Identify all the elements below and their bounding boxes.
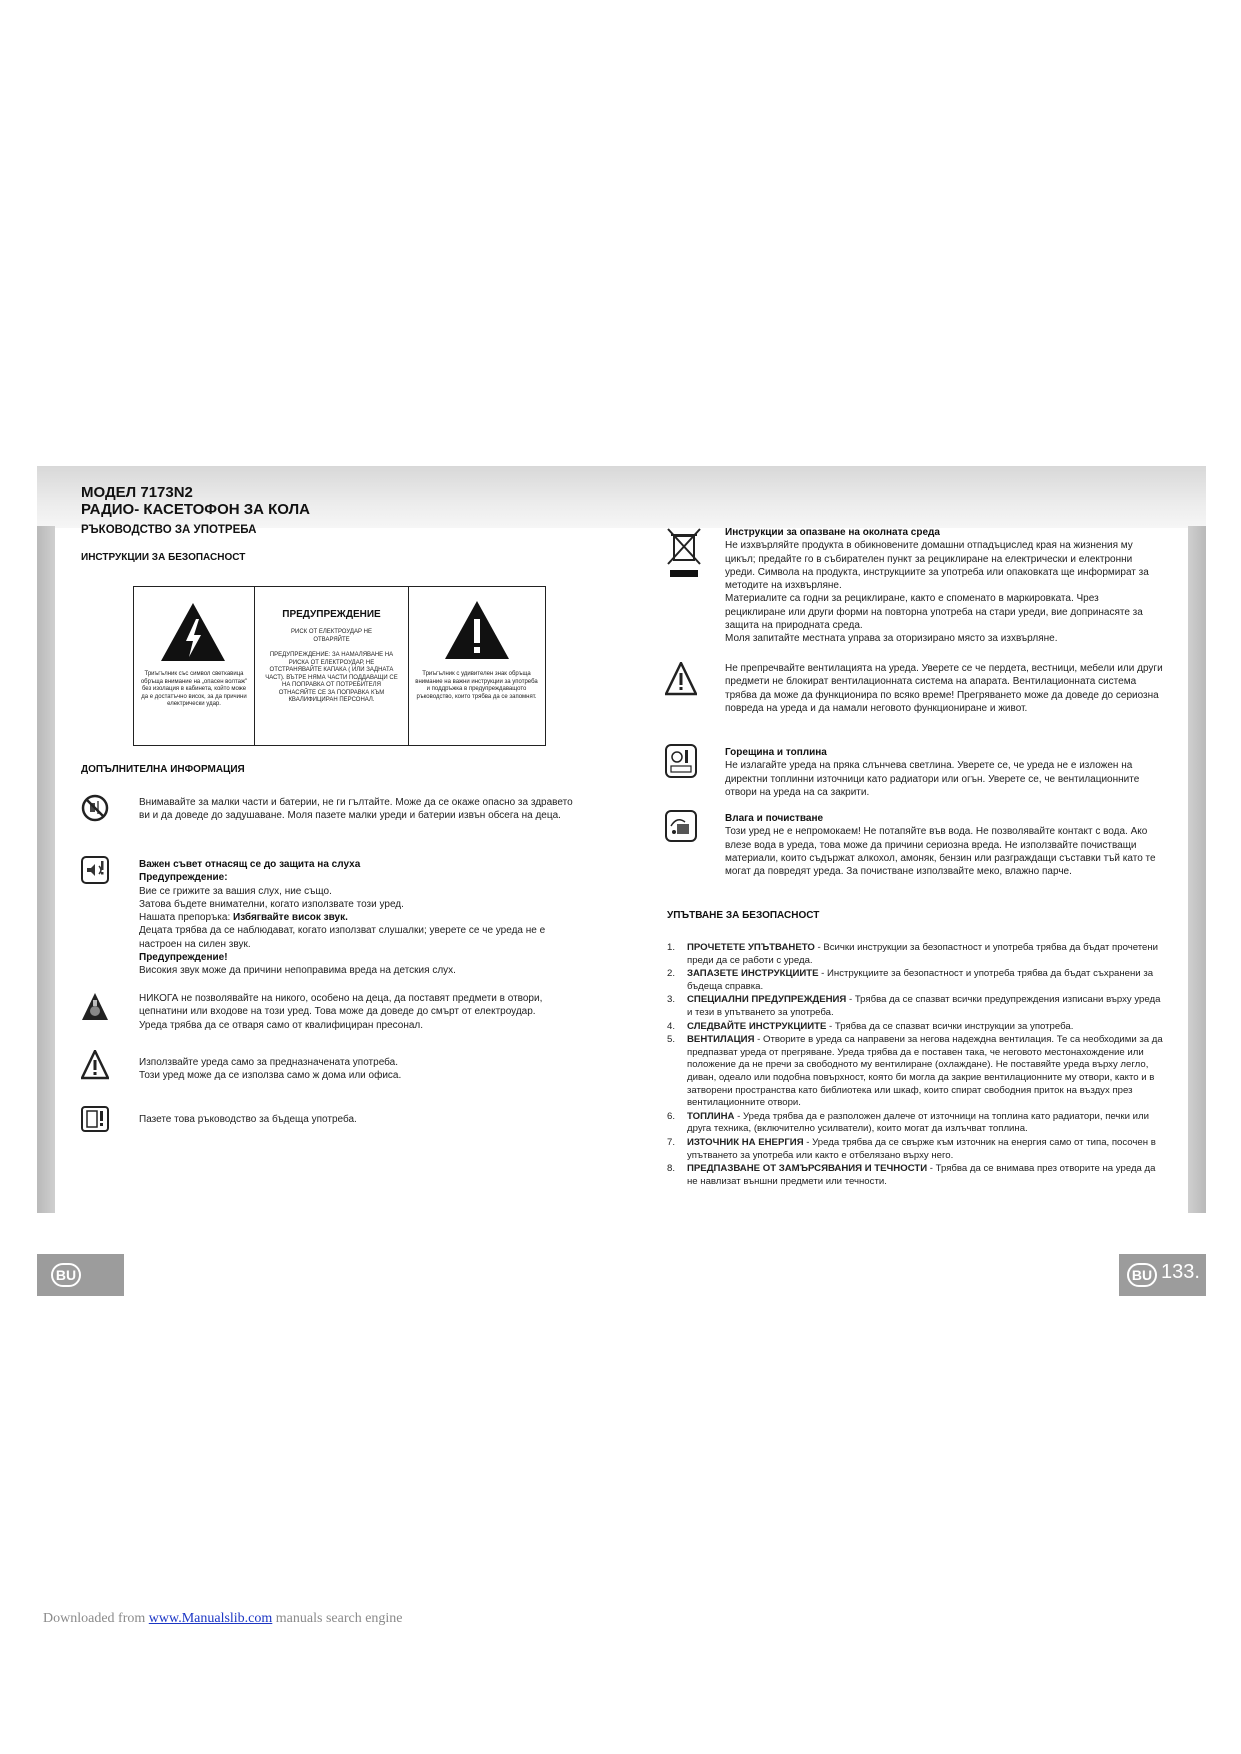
moisture-title: Влага и почистване bbox=[725, 813, 824, 824]
item-text: - Уреда трябва да е разположен далече от източници на топлина като радиатори, печки или друга техника, (включително усилватели), които могат да излъчват топлина. bbox=[687, 1110, 1149, 1135]
recommendation-label: Нашата препоръка: bbox=[139, 912, 231, 924]
electric-warning-box bbox=[133, 586, 546, 746]
right-sidebar-strip bbox=[1188, 526, 1206, 1213]
small-parts-warning: Внимавайте за малки части и батерии, не ги гълтайте. Може да се окаже опасно за здравето ви и да доведе до задушаване. Моля пазете малки уреди и батерии извън обсега на деца. bbox=[139, 797, 573, 822]
item-text: - Отворите в уреда са направени за негова надеждна вентилация. Те са необходими за да предпазват уреда от прегряване. Уреда трябва да е поставен така, че неговото местонахождение или положение да не пречи за свободното му вентилиране (охлаждане). Не поставяйте уреда върху легло, диван, одеало или подобна повърхност, която би могла да закрие вентилационните му отвори, както и в затворени пространства като библиотека или шкаф, които спират свободния приток на въздух през вентилационните отвори. bbox=[687, 1034, 1163, 1109]
item-term: ВЕНТИЛАЦИЯ bbox=[687, 1034, 755, 1046]
intended-use-line-2: Този уред може да се използва само ж дома или офиса. bbox=[139, 1070, 402, 1082]
model-title: МОДЕЛ 7173N2 bbox=[81, 484, 193, 501]
safety-guide-heading: УПЪТВАНЕ ЗА БЕЗОПАСНОСТ bbox=[667, 910, 820, 921]
item-term: ПРЕДПАЗВАНЕ ОТ ЗАМЪРСЯВАНИЯ И ТЕЧНОСТИ bbox=[687, 1163, 928, 1175]
safety-guide-item bbox=[667, 1137, 1167, 1162]
item-number: 5. bbox=[667, 1034, 676, 1046]
weee-bin-icon bbox=[665, 526, 703, 578]
download-suffix: manuals search engine bbox=[275, 1611, 403, 1626]
hearing-line-3: Децата трябва да се наблюдават, когато използват слушалки; уверете се че уреда не е настроен на силен звук. bbox=[139, 925, 546, 950]
safety-guide-item bbox=[667, 1163, 1167, 1188]
lightning-description: Триъгълник със символ светкавица обръща внимание на „опасен волтаж" без изолация в кабинета, който може да е достатъчно висок, за да причини електрически удар. bbox=[140, 671, 248, 707]
item-text: - Всички инструкции за безопастност и употреба трябва да бъдат прочетени преди да се работи с уреда. bbox=[687, 942, 1158, 966]
ventilation-caution-icon bbox=[665, 662, 697, 696]
item-text: - Трябва да се спазват всички инструкции за употреба. bbox=[826, 1020, 1074, 1032]
header-band bbox=[37, 466, 1206, 528]
lightning-warning-icon bbox=[159, 601, 227, 663]
footer-right-tab bbox=[1119, 1254, 1206, 1296]
hearing-line-4: Високия звук може да причини непоправима вреда на детския слух. bbox=[139, 965, 456, 977]
keep-manual-note: Пазете това ръководство за бъдеща употреба. bbox=[139, 1114, 357, 1125]
safety-heading: ИНСТРУКЦИИ ЗА БЕЗОПАСНОСТ bbox=[81, 552, 246, 563]
warning-box-left-cell bbox=[134, 587, 254, 745]
caution-icon bbox=[81, 1050, 109, 1080]
hearing-line-2: Затова бъдете внимателни, когато използвате този уред. bbox=[139, 898, 404, 910]
environment-paragraph-3: Моля запитайте местната управа за оторизирано място за изхвърляне. bbox=[725, 633, 1058, 645]
recommendation-text: Избягвайте висок звук. bbox=[233, 912, 348, 924]
moisture-text: Този уред не е непромокаем! Не потапяйте във вода. Не позволявайте контакт с вода. Ако влезе вода в уреда, това може да причини сериозна вреда. Не използвайте почистващи материали, които съдържат алкохол, амоняк, бензин или разграждащи съставки тъй като те могат да повредят уреда. За почистване използвайте меко, влажно парче. bbox=[725, 826, 1156, 878]
environment-paragraph-1: Не изхвърляйте продукта в обикновените домашни отпадъцислед края на жизнения му цикъл; предайте го в събирателен пункт за рециклиране на електрически и електронни уреди. Символа на продукта, инструкциите за употреба или опаковката ще информират за методите на изхвърляне. bbox=[725, 540, 1149, 592]
heat-section bbox=[725, 746, 1165, 799]
hearing-warning-label: Предупреждение: bbox=[139, 872, 228, 884]
item-text: - Трябва да се спазват всички предупреждения изписани върху уреда и тези в упътването за употреба. bbox=[687, 994, 1161, 1018]
item-text: - Инструкциите за безопастност и употреба трябва да бъдат съхранени за бъдеща справка. bbox=[687, 968, 1154, 992]
safety-guide-item bbox=[667, 1111, 1167, 1136]
item-number: 7. bbox=[667, 1136, 676, 1148]
exclamation-description: Триъгълник с удивителен знак обръща внимание на важни инструкции за употреба и поддръжка в предупреждаващото ръководство, които трябва да се запомнят. bbox=[415, 671, 538, 700]
hearing-title: Важен съвет отнасящ се до защита на слуха bbox=[139, 859, 361, 870]
hearing-protection-icon bbox=[81, 856, 109, 884]
item-number: 1. bbox=[667, 942, 676, 953]
heat-title: Горещина и топлина bbox=[725, 747, 827, 758]
environment-section bbox=[725, 526, 1155, 646]
item-term: ЗАПАЗЕТЕ ИНСТРУКЦИИТЕ bbox=[687, 968, 819, 980]
item-text: - Уреда трябва да се свърже към източник на енергия само от типа, посочен в упътването за употреба или както е отбелязано върху него. bbox=[687, 1136, 1156, 1161]
ventilation-warning: Не препречвайте вентилацията на уреда. Уверете се че пердета, вестници, мебели или други предмети не блокират вентилационната система на апарата. Вентилационната система трябва да може да функционира по всяко време! Прегряването може да доведе до сериозна повреда на уреда и да намали неговото функциониране и живот. bbox=[725, 663, 1163, 714]
safety-guide-item bbox=[667, 968, 1167, 993]
language-badge-left: BU bbox=[51, 1263, 81, 1287]
warning-title: ПРЕДУПРЕЖДЕНИЕ bbox=[282, 609, 381, 620]
safety-guide-item bbox=[667, 942, 1167, 967]
item-term: ПРОЧЕТЕТЕ УПЪТВАНЕТО bbox=[687, 942, 815, 953]
cover-warning-text: ПРЕДУПРЕЖДЕНИЕ: ЗА НАМАЛЯВАНЕ НА РИСКА ОТ ЕЛЕКТРОУДАР, НЕ ОТСТРАНЯВАЙТЕ КАПАКА ( ИЛИ ЗАДНАТА ЧАСТ). ВЪТРЕ НЯМА ЧАСТИ ПОДДАВАЩИ СЕ НА ПОПРАВКА ОТ ПОТРЕБИТЕЛЯ ОТНАСЯЙТЕ СЕ ЗА ПОПРАВКА КЪМ КВАЛИФИЦИРАН ПЕРСОНАЛ. bbox=[265, 652, 398, 703]
warning-box-right-cell bbox=[408, 587, 544, 745]
never-insert-objects: НИКОГА не позволявайте на никого, особено на деца, да поставят предмети в отвори, цепнатини или входове на този уред. Това може да доведе до смърт от електроудар. Уреда трябва да се отваря само от квалифициран пресонал. bbox=[139, 993, 543, 1031]
environment-title: Инструкции за опазване на околната среда bbox=[725, 527, 940, 538]
warning-box-center-cell bbox=[254, 587, 408, 745]
shock-risk-text: РИСК ОТ ЕЛЕКТРОУДАР НЕ ОТВАРЯЙТЕ bbox=[291, 629, 372, 643]
hearing-line-1: Вие се грижите за вашия слух, ние също. bbox=[139, 885, 332, 897]
heat-icon bbox=[665, 744, 697, 778]
item-number: 2. bbox=[667, 968, 676, 980]
download-footer bbox=[43, 1611, 403, 1627]
hearing-section bbox=[139, 858, 579, 978]
item-term: ИЗТОЧНИК НА ЕНЕРГИЯ bbox=[687, 1136, 804, 1148]
item-text: - Трябва да се внимава през отворите на уреда да не навлизат външни предмети или течности. bbox=[687, 1163, 1156, 1187]
page-number: 133. bbox=[1161, 1261, 1200, 1283]
safety-guide-list bbox=[667, 942, 1167, 1189]
left-sidebar-strip bbox=[37, 526, 55, 1213]
footer-left-tab bbox=[37, 1254, 124, 1296]
intended-use-line-1: Използвайте уреда само за предназначената употреба. bbox=[139, 1057, 398, 1068]
product-title: РАДИО- КАСЕТОФОН ЗА КОЛА bbox=[81, 501, 310, 518]
hearing-warning-label-2: Предупреждение! bbox=[139, 952, 228, 964]
no-objects-warning-icon bbox=[81, 992, 109, 1022]
manual-book-icon bbox=[81, 1106, 109, 1132]
exclamation-warning-icon bbox=[443, 599, 511, 661]
heat-text: Не излагайте уреда на пряка слънчева светлина. Уверете се, че уреда не е изложен на директни топлинни източници като радиатори или огън. Уверете се, че вентилационните отвори на уреда на са закрити. bbox=[725, 760, 1140, 798]
item-number: 3. bbox=[667, 994, 676, 1006]
moisture-icon bbox=[665, 810, 697, 842]
item-term: СПЕЦИАЛНИ ПРЕДУПРЕЖДЕНИЯ bbox=[687, 994, 847, 1006]
item-term: ТОПЛИНА bbox=[687, 1110, 735, 1122]
download-prefix: Downloaded from bbox=[43, 1611, 146, 1626]
item-number: 8. bbox=[667, 1163, 676, 1175]
language-badge-right: BU bbox=[1127, 1263, 1157, 1287]
intended-use-section bbox=[139, 1056, 559, 1083]
item-number: 4. bbox=[667, 1020, 676, 1032]
safety-guide-item bbox=[667, 1034, 1167, 1110]
no-swallow-icon bbox=[81, 794, 109, 822]
manualslib-link[interactable]: www.Manualslib.com bbox=[148, 1611, 273, 1626]
moisture-section bbox=[725, 812, 1165, 878]
environment-paragraph-2: Материалите са годни за рециклиране, както е споменато в маркировката. Чрез рециклиране или други форми на повторна употреба на стари уреди, вие допринасяте за защита на природната среда. bbox=[725, 593, 1143, 632]
additional-info-heading: ДОПЪЛНИТЕЛНА ИНФОРМАЦИЯ bbox=[81, 764, 245, 775]
safety-guide-item bbox=[667, 1021, 1167, 1034]
item-term: СЛЕДВАЙТЕ ИНСТРУКЦИИТЕ bbox=[687, 1020, 827, 1032]
item-number: 6. bbox=[667, 1110, 676, 1122]
manual-subtitle: РЪКОВОДСТВО ЗА УПОТРЕБА bbox=[81, 524, 257, 536]
manual-spread bbox=[37, 466, 1206, 1298]
safety-guide-item bbox=[667, 994, 1167, 1019]
